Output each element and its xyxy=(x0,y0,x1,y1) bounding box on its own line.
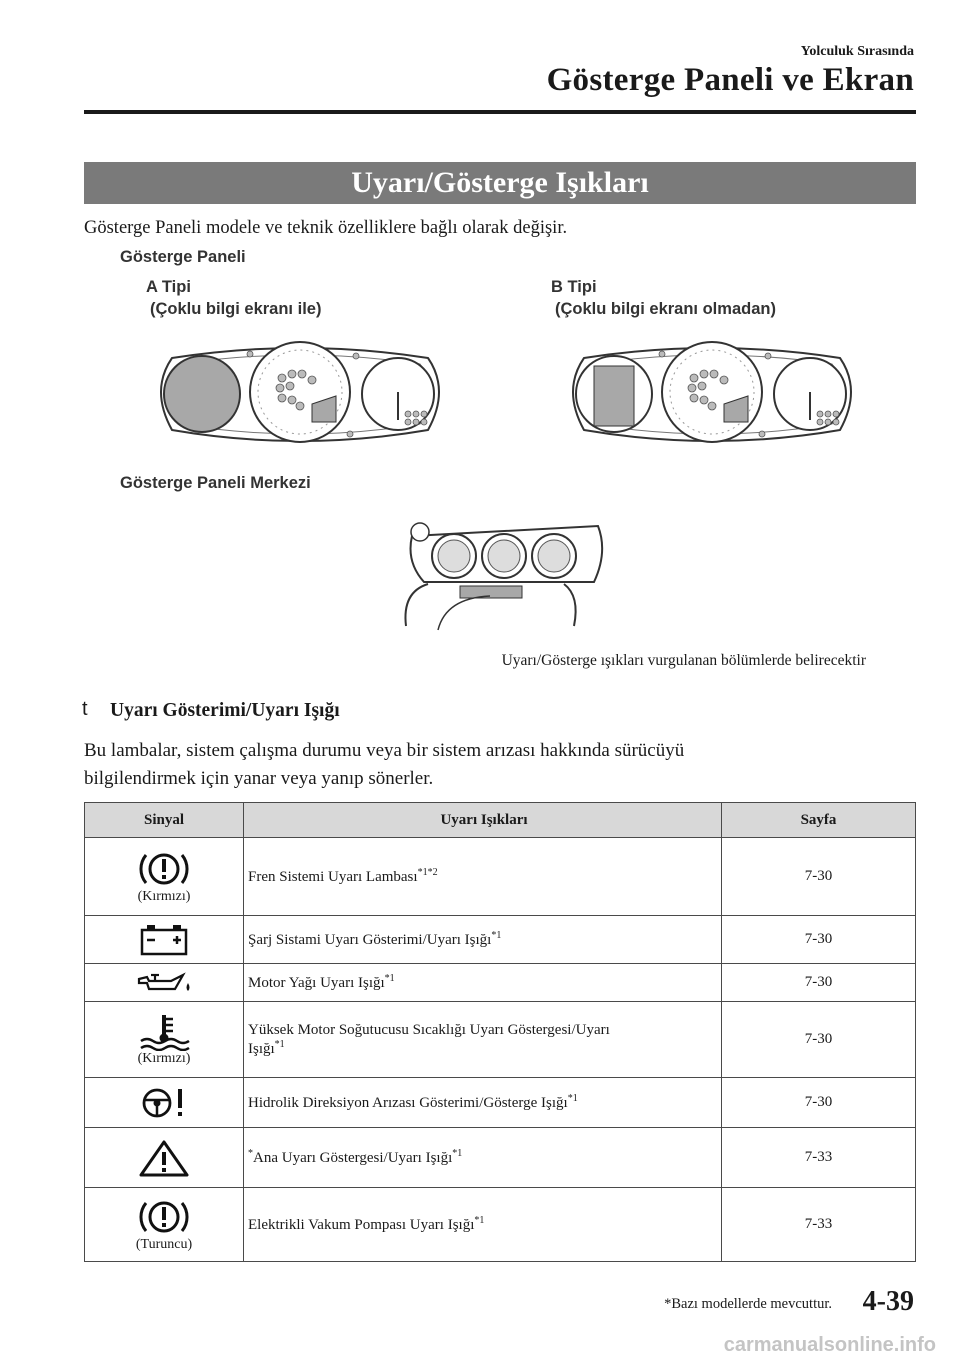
light-name-cell xyxy=(244,1128,722,1188)
page-cell: 7-33 xyxy=(722,1128,916,1188)
light-name-cell xyxy=(244,1188,722,1262)
footnote-ref: *1 xyxy=(452,1148,463,1159)
power-steering-icon xyxy=(137,1086,191,1120)
label-type-a-note: (Çoklu bilgi ekranı ile) xyxy=(150,300,322,318)
paragraph-line: bilgilendirmek için yanar veya yanıp sönerler. xyxy=(84,768,434,789)
light-name: Yüksek Motor Soğutucusu Sıcaklığı Uyarı Göstergesi/Uyarı xyxy=(248,1021,610,1038)
center-panel-illustration xyxy=(398,512,610,632)
footnote-ref: *1 xyxy=(567,1093,578,1104)
intro-text: Gösterge Paneli modele ve teknik özelliklere bağlı olarak değişir. xyxy=(84,218,568,238)
signal-cell xyxy=(85,1128,244,1188)
table-row xyxy=(85,964,916,1002)
signal-cell xyxy=(85,916,244,964)
header-warning-lights: Uyarı Işıkları xyxy=(244,803,722,838)
footnote-ref: *1 xyxy=(384,973,395,984)
light-name: Elektrikli Vakum Pompası Uyarı Işığı xyxy=(248,1217,475,1233)
battery-icon xyxy=(137,923,191,957)
color-note: (Turuncu) xyxy=(135,1236,193,1252)
warning-lights-table xyxy=(84,802,916,1262)
signal-cell xyxy=(85,1078,244,1128)
page-cell: 7-30 xyxy=(722,838,916,916)
table-row xyxy=(85,1128,916,1188)
table-header-row xyxy=(85,803,916,838)
footnote-ref: * xyxy=(248,1148,253,1159)
cluster-type-b-illustration xyxy=(562,330,862,450)
label-type-b: B Tipi xyxy=(551,278,597,296)
label-instrument-panel: Gösterge Paneli xyxy=(120,248,246,266)
signal-cell xyxy=(85,1188,244,1262)
page-cell: 7-30 xyxy=(722,1002,916,1078)
cluster-type-a-illustration xyxy=(150,330,450,450)
oil-can-icon xyxy=(135,971,193,995)
light-name: Ana Uyarı Göstergesi/Uyarı Işığı xyxy=(253,1150,453,1166)
table-row xyxy=(85,1078,916,1128)
signal-cell xyxy=(85,838,244,916)
footnote-ref: *1 xyxy=(274,1038,285,1050)
label-panel-center: Gösterge Paneli Merkezi xyxy=(120,474,311,492)
signal-cell xyxy=(85,964,244,1002)
label-type-b-note: (Çoklu bilgi ekranı olmadan) xyxy=(555,300,776,318)
light-name-cell xyxy=(244,916,722,964)
paragraph-line: Bu lambalar, sistem çalışma durumu veya bir sistem arızası hakkında sürücüyü xyxy=(84,740,685,761)
page-cell: 7-30 xyxy=(722,964,916,1002)
section-title: Uyarı/Gösterge Işıkları xyxy=(84,162,916,204)
master-warning-icon xyxy=(137,1138,191,1178)
coolant-temperature-icon xyxy=(137,1013,191,1051)
figure-caption: Uyarı/Gösterge ışıkları vurgulanan bölümlerde belirecektir xyxy=(501,652,866,669)
table-row xyxy=(85,838,916,916)
page-cell: 7-30 xyxy=(722,1078,916,1128)
footnote-ref: *1 xyxy=(474,1215,485,1226)
label-type-a: A Tipi xyxy=(146,278,191,296)
light-name-cell xyxy=(244,1002,722,1078)
light-name-cell xyxy=(244,838,722,916)
light-name: Hidrolik Direksiyon Arızası Gösterimi/Gösterge Işığı xyxy=(248,1095,568,1111)
signal-cell xyxy=(85,1002,244,1078)
bullet-mark: t xyxy=(82,698,88,720)
light-name: Motor Yağı Uyarı Işığı xyxy=(248,975,385,991)
paragraph xyxy=(84,737,914,793)
header-signal: Sinyal xyxy=(85,803,244,838)
table-row xyxy=(85,1002,916,1078)
header-title: Gösterge Paneli ve Ekran xyxy=(546,62,914,98)
header-rule xyxy=(84,110,916,114)
light-name: Fren Sistemi Uyarı Lambası xyxy=(248,869,418,885)
vacuum-pump-warning-icon xyxy=(137,1197,191,1237)
header-page: Sayfa xyxy=(722,803,916,838)
color-note: (Kırmızı) xyxy=(137,1050,191,1066)
footnote: *Bazı modellerde mevcuttur. xyxy=(664,1296,832,1312)
table-row xyxy=(85,1188,916,1262)
footnote-ref: *1 xyxy=(491,930,502,941)
light-name: Şarj Sistami Uyarı Gösterimi/Uyarı Işığı xyxy=(248,932,492,948)
brake-warning-icon xyxy=(137,849,191,889)
subsection-title: Uyarı Gösterimi/Uyarı Işığı xyxy=(110,700,340,721)
light-name-cell xyxy=(244,964,722,1002)
color-note: (Kırmızı) xyxy=(137,888,191,904)
light-name: Işığı xyxy=(248,1040,275,1057)
header-subtitle: Yolculuk Sırasında xyxy=(800,44,914,59)
watermark: carmanualsonline.info xyxy=(723,1334,936,1356)
footnote-ref: *1*2 xyxy=(417,867,438,878)
page-cell: 7-30 xyxy=(722,916,916,964)
light-name-cell xyxy=(244,1078,722,1128)
table-row xyxy=(85,916,916,964)
page-number: 4-39 xyxy=(862,1286,914,1317)
page-cell: 7-33 xyxy=(722,1188,916,1262)
